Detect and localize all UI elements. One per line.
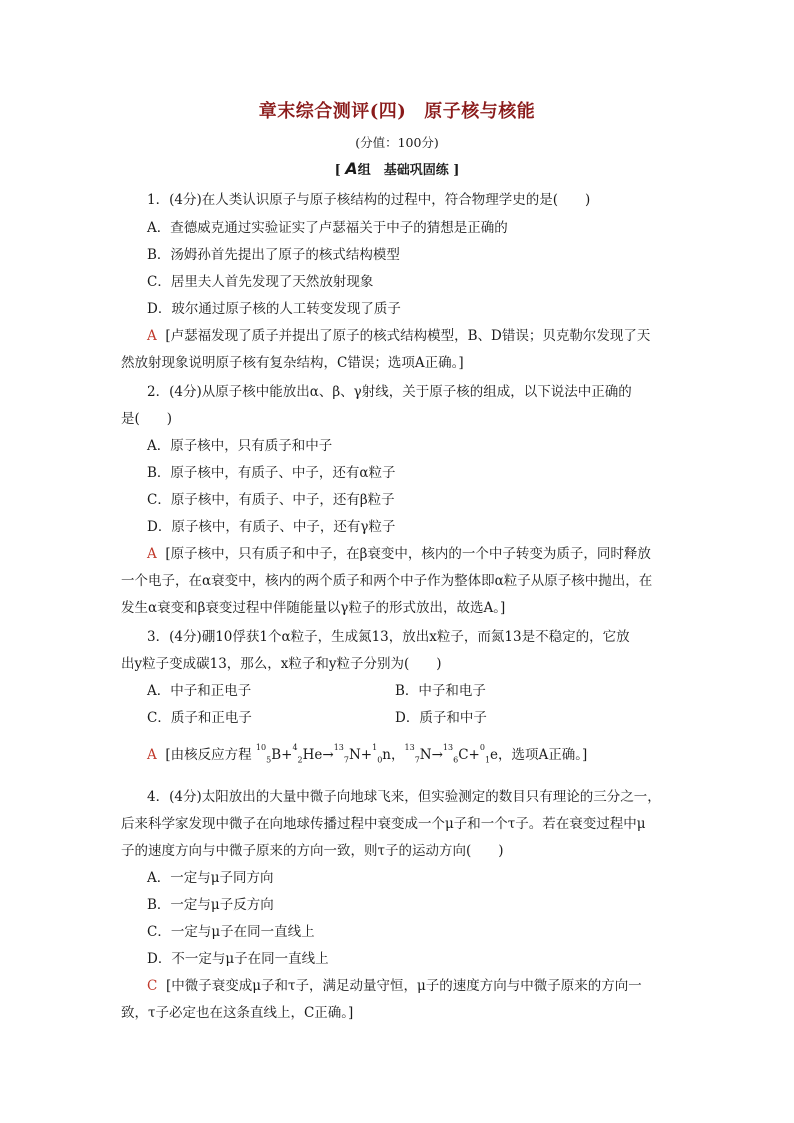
he-z: 2 bbox=[297, 755, 303, 765]
q1-answer: A bbox=[147, 328, 157, 344]
q3-option-d: D．质子和中子 bbox=[395, 710, 487, 726]
q3-option-a: A．中子和正电子 bbox=[147, 683, 252, 699]
q2-answer: A bbox=[147, 546, 157, 562]
title-topic: 原子核与核能 bbox=[424, 101, 536, 122]
n13-z: 7 bbox=[343, 755, 349, 765]
q1-option-b: B．汤姆孙首先提出了原子的核式结构模型 bbox=[147, 247, 400, 263]
q2-explain-3: 发生α衰变和β衰变过程中伴随能量以γ粒子的形式放出，故选A。] bbox=[121, 600, 506, 616]
arrow-1: → bbox=[322, 747, 334, 763]
e-z: 1 bbox=[484, 755, 491, 765]
plus-1: + bbox=[281, 747, 293, 763]
b-z: 5 bbox=[266, 755, 272, 765]
q4-explain-2: 致，τ子必定也在这条直线上，C正确。] bbox=[121, 1005, 354, 1021]
n13-symbol: N bbox=[348, 747, 361, 763]
q4-option-a: A．一定与μ子同方向 bbox=[147, 870, 274, 886]
plus-2: + bbox=[360, 747, 373, 763]
title-main: 章末综合测评(四) bbox=[258, 101, 407, 122]
he-symbol: He bbox=[302, 747, 323, 763]
q4-explain-1: [中微子衰变成μ子和τ子，满足动量守恒，μ子的速度方向与中微子原来的方向一 bbox=[165, 978, 642, 994]
q4-option-b: B．一定与μ子反方向 bbox=[147, 897, 274, 913]
q2-explain-1: [原子核中，只有质子和中子，在β衰变中，核内的一个中子转变为质子，同时释放 bbox=[165, 546, 651, 562]
q4-stem-2: 后来科学家发现中微子在向地球传播过程中衰变成一个μ子和一个τ子。若在衰变过程中μ bbox=[121, 816, 646, 832]
q1-answer-line bbox=[147, 326, 650, 346]
q3-explain-pre: [由核反应方程 bbox=[165, 747, 252, 763]
q3-option-b: B．中子和电子 bbox=[395, 683, 486, 699]
n13b-z: 7 bbox=[414, 755, 420, 765]
q4-option-c: C．一定与μ子在同一直线上 bbox=[147, 924, 315, 940]
arrow-2: → bbox=[431, 747, 443, 763]
neutron-z: 0 bbox=[377, 755, 383, 765]
q2-stem-1: 2．(4分)从原子核中能放出α、β、γ射线，关于原子核的组成，以下说法中正确的 bbox=[147, 384, 632, 400]
group-mark: A bbox=[345, 159, 358, 178]
q1-explain-1: [卢瑟福发现了质子并提出了原子的核式结构模型，B、D错误；贝克勒尔发现了天 bbox=[165, 328, 651, 344]
q2-explain-2: 一个电子，在α衰变中，核内的两个质子和两个中子作为整体即α粒子从原子核中抛出，在 bbox=[121, 573, 653, 589]
bracket-open: [ bbox=[334, 163, 341, 178]
q2-stem-2: 是( ) bbox=[121, 411, 173, 427]
q2-option-a: A．原子核中，只有质子和中子 bbox=[147, 438, 333, 454]
n13-mass: 13 bbox=[333, 742, 344, 752]
q3-answer: A bbox=[147, 747, 157, 763]
b-symbol: B bbox=[271, 747, 282, 763]
q1-option-c: C．居里夫人首先发现了天然放射现象 bbox=[147, 274, 374, 290]
q1-option-a: A．查德威克通过实验证实了卢瑟福关于中子的猜想是正确的 bbox=[147, 220, 508, 236]
c-mass: 13 bbox=[442, 742, 454, 752]
q3-stem-2: 出y粒子变成碳13，那么，x粒子和y粒子分别为( ) bbox=[121, 656, 442, 672]
q4-answer: C bbox=[147, 978, 158, 994]
q1-option-d: D．玻尔通过原子核的人工转变发现了质子 bbox=[147, 301, 401, 317]
q1-explain-2: 然放射现象说明原子核有复杂结构，C错误；选项A正确。] bbox=[121, 355, 464, 371]
c-symbol: C bbox=[458, 747, 469, 763]
neutron-mass: 1 bbox=[372, 742, 378, 752]
q3-answer-line bbox=[147, 742, 588, 765]
q3-explain-post: ，选项A正确。] bbox=[498, 747, 588, 763]
q4-stem-1: 4．(4分)太阳放出的大量中微子向地球飞来，但实验测定的数目只有理论的三分之一， bbox=[147, 789, 661, 805]
q2-option-b: B．原子核中，有质子、中子，还有α粒子 bbox=[147, 465, 396, 481]
group-text: 组 基础巩固练 bbox=[357, 163, 449, 178]
b-mass: 10 bbox=[255, 742, 267, 752]
nuclear-equation bbox=[255, 742, 499, 765]
q2-answer-line bbox=[147, 544, 651, 564]
q4-answer-line bbox=[147, 976, 642, 996]
c-z: 6 bbox=[453, 755, 459, 765]
bracket-close: ] bbox=[453, 163, 460, 178]
q3-stem-1: 3．(4分)硼10俘获1个α粒子，生成氮13，放出x粒子，而氮13是不稳定的，它放 bbox=[147, 629, 630, 645]
e-symbol: e bbox=[490, 747, 499, 763]
q2-option-c: C．原子核中，有质子、中子，还有β粒子 bbox=[147, 492, 395, 508]
q4-option-d: D．不一定与μ子在同一直线上 bbox=[147, 951, 329, 967]
q1-stem: 1．(4分)在人类认识原子与原子核结构的过程中，符合物理学史的是( ) bbox=[147, 192, 591, 208]
score-info: (分值：100分) bbox=[355, 135, 439, 150]
q4-stem-3: 子的速度方向与中微子原来的方向一致，则τ子的运动方向( ) bbox=[121, 843, 504, 859]
neutron-symbol: n bbox=[382, 747, 391, 763]
n13b-symbol: N bbox=[419, 747, 432, 763]
plus-3: + bbox=[468, 747, 480, 763]
comma: ， bbox=[391, 747, 405, 763]
q3-option-c: C．质子和正电子 bbox=[147, 710, 252, 726]
group-heading bbox=[0, 159, 794, 178]
page-title bbox=[0, 97, 794, 123]
e-mass: 0 bbox=[479, 742, 485, 752]
n13b-mass: 13 bbox=[404, 742, 415, 752]
he-mass: 4 bbox=[292, 742, 298, 752]
q2-option-d: D．原子核中，有质子、中子，还有γ粒子 bbox=[147, 519, 396, 535]
